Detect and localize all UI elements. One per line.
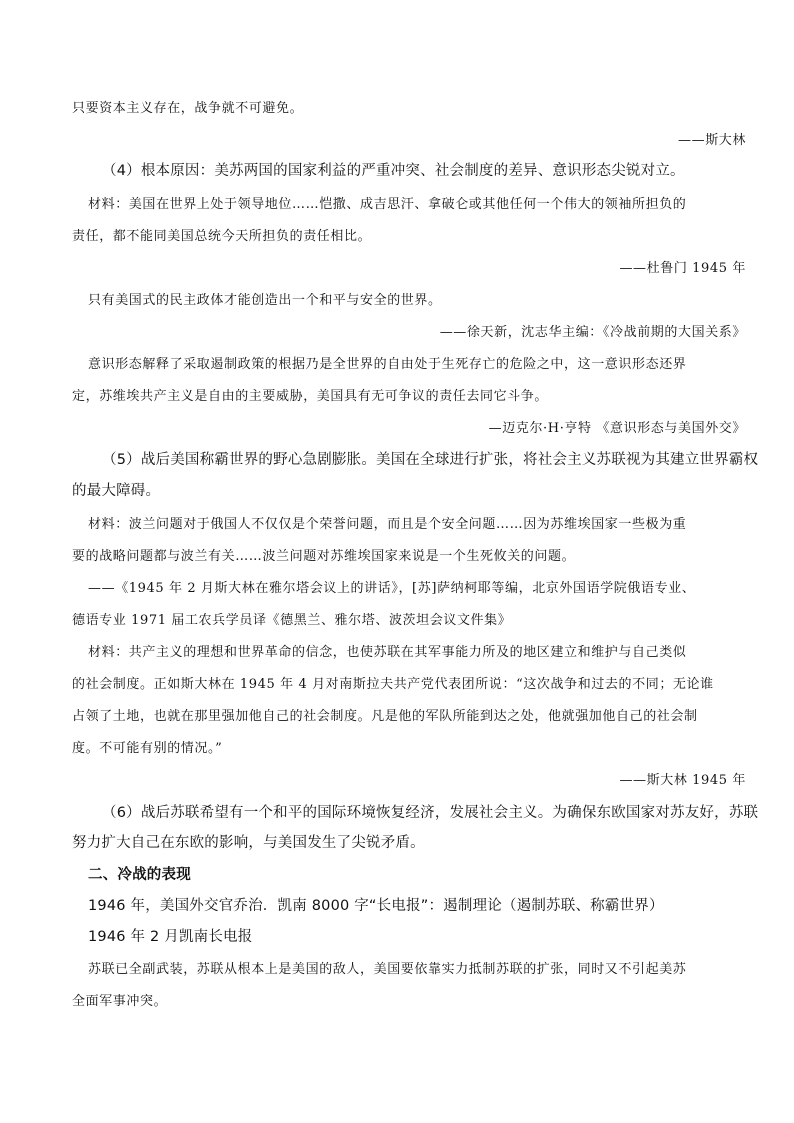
text-line: 材料：共产主义的理想和世界革命的信念，也使苏联在其军事能力所及的地区建立和维护与自己类似 [88,645,687,660]
text-line: （4）根本原因：美苏两国的国家利益的严重冲突、社会制度的差异、意识形态尖锐对立。 [102,163,685,179]
text-line: 占领了土地，也就在那里强加他自己的社会制度。凡是他的军队所能到达之处，他就强加他自己的社会制 [72,709,698,724]
text-line: 德语专业 1971 届工农兵学员译《德黑兰、雅尔塔、波茨坦会议文件集》 [72,613,512,628]
text-line: 材料：波兰问题对于俄国人不仅仅是个荣誉问题，而且是个安全问题……因为苏维埃国家一些极为重 [88,517,687,532]
text-line: 意识形态解释了采取遏制政策的根据乃是全世界的自由处于生死存亡的危险之中，这一意识形态还界 [88,357,687,372]
text-line: 苏联已全副武装，苏联从根本上是美国的敌人，美国要依靠实力抵制苏联的扩张，同时又不引起美苏 [88,962,687,977]
text-line: 定，苏维埃共产主义是自由的主要威胁，美国具有无可争议的责任去同它斗争。 [72,389,549,404]
text-line: （5）战后美国称霸世界的野心急剧膨胀。美国在全球进行扩张，将社会主义苏联视为其建立世界霸权 [102,452,759,468]
text-line: 责任，都不能同美国总统今天所担负的责任相比。 [72,229,372,244]
text-line: 1946 年，美国外交官乔治．凯南 8000 字“长电报”：遏制理论（遏制苏联、称霸世界） [88,898,664,914]
text-line: 材料：美国在世界上处于领导地位……恺撒、成吉思汗、拿破仑或其他任何一个伟大的领袖所担负的 [88,197,687,212]
text-line: （6）战后苏联希望有一个和平的国际环境恢复经济，发展社会主义。为确保东欧国家对苏友好，苏联 [102,805,759,821]
text-line: 只有美国式的民主政体才能创造出一个和平与安全的世界。 [88,293,442,308]
attribution-line: ——斯大林 [678,133,746,148]
text-line: 1946 年 2 月凯南长电报 [88,929,253,945]
section-heading: 二、冷战的表现 [88,867,191,883]
text-line: 的最大障碍。 [72,483,161,499]
text-line: 努力扩大自己在东欧的影响，与美国发生了尖锐矛盾。 [72,835,425,851]
attribution-line: ——杜鲁门 1945 年 [619,261,746,276]
text-line: 的社会制度。正如斯大林在 1945 年 4 月对南斯拉夫共产党代表团所说：“这次战争和过去的不同；无论谁 [72,677,714,692]
text-line: 度。不可能有别的情况。” [72,741,223,756]
attribution-line: ——斯大林 1945 年 [619,773,746,788]
attribution-line: ——徐天新，沈志华主编：《冷战前期的大国关系》 [439,325,746,340]
text-line: ——《1945 年 2 月斯大林在雅尔塔会议上的讲话》，[苏]萨纳柯耶等编，北京外国语学院俄语专业、 [88,581,696,596]
text-line: 全面军事冲突。 [72,994,168,1009]
text-line: 只要资本主义存在，战争就不可避免。 [72,101,304,116]
text-line: 要的战略问题都与波兰有关……波兰问题对苏维埃国家来说是一个生死攸关的问题。 [72,549,576,564]
attribution-line: —迈克尔·H·亨特 《意识形态与美国外交》 [488,421,746,436]
